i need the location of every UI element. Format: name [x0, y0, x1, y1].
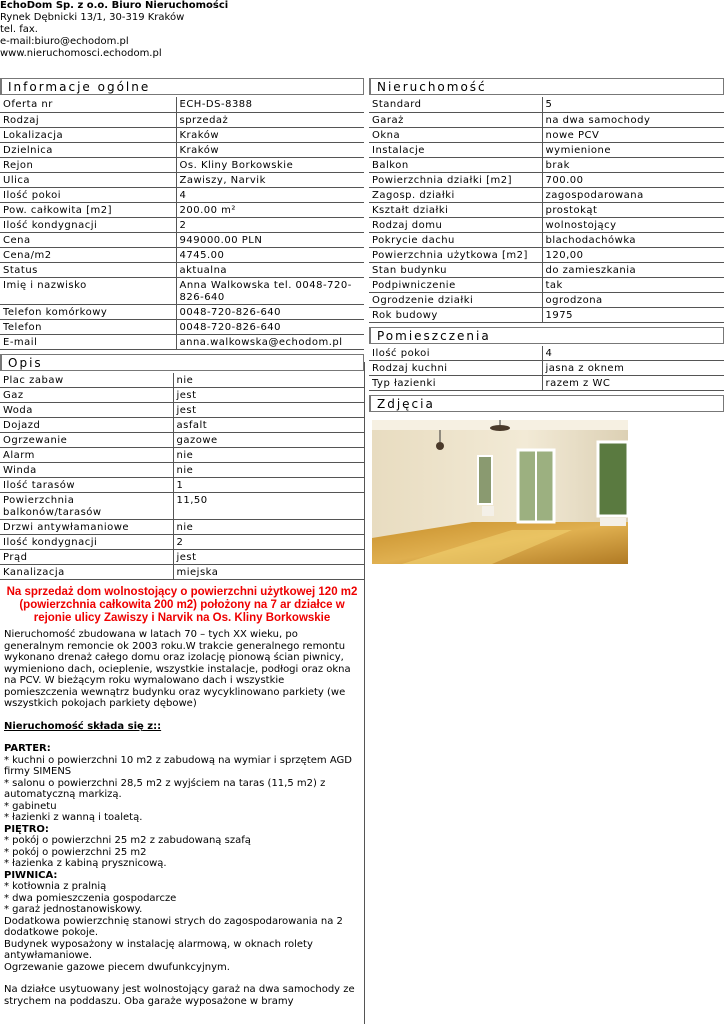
opis-row-value: nie [173, 373, 364, 388]
agency-header [0, 0, 228, 60]
opis-row [0, 520, 364, 535]
opis-row [0, 463, 364, 478]
parter-list [4, 755, 360, 824]
general-row-value: Kraków [176, 127, 364, 142]
pietro-item: * łazienka z kabiną prysznicową. [4, 858, 167, 869]
piwnica-item: Dodatkowa powierzchnię stanowi strych do zagospodarowania na 2 dodatkowe pokoje. [4, 915, 343, 938]
property-row-label: Rok budowy [369, 307, 542, 322]
company-address: Rynek Dębnicki 13/1, 30-319 Kraków [0, 12, 185, 23]
property-row [369, 97, 724, 112]
general-row-value: 200.00 m² [176, 202, 364, 217]
property-row [369, 262, 724, 277]
opis-row [0, 388, 364, 403]
general-row [0, 157, 364, 172]
opis-row-label: Winda [0, 463, 173, 478]
opis-row [0, 373, 364, 388]
general-row [0, 187, 364, 202]
property-row-label: Powierzchnia użytkowa [m2] [369, 247, 542, 262]
opis-row [0, 550, 364, 565]
left-column [0, 78, 364, 1018]
general-row-label: Telefon [0, 319, 176, 334]
general-row-value: Os. Kliny Borkowskie [176, 157, 364, 172]
general-row-value: sprzedaż [176, 112, 364, 127]
general-row-label: Imię i nazwisko [0, 277, 176, 304]
piwnica-list [4, 881, 360, 973]
general-row [0, 304, 364, 319]
opis-row-label: Woda [0, 403, 173, 418]
pietro-heading: PIĘTRO: [4, 823, 49, 835]
property-row-label: Kształt działki [369, 202, 542, 217]
property-row-value: 700.00 [542, 172, 724, 187]
property-row [369, 232, 724, 247]
section-title-general: Informacje ogólne [0, 78, 364, 95]
opis-row-value: miejska [173, 565, 364, 580]
property-row-value: blachodachówka [542, 232, 724, 247]
property-row [369, 247, 724, 262]
opis-row-label: Dojazd [0, 418, 173, 433]
general-row [0, 112, 364, 127]
property-row [369, 202, 724, 217]
property-row [369, 127, 724, 142]
opis-row-label: Gaz [0, 388, 173, 403]
general-row-value: ECH-DS-8388 [176, 97, 364, 112]
property-row-label: Powierzchnia działki [m2] [369, 172, 542, 187]
property-row-value: nowe PCV [542, 127, 724, 142]
property-row-label: Instalacje [369, 142, 542, 157]
opis-row-label: Ilość kondygnacji [0, 535, 173, 550]
property-row-value: 1975 [542, 307, 724, 322]
garage-paragraph: Na działce usytuowany jest wolnostojący garaż na dwa samochody ze strychem na poddaszu. Oba garaże wyposażone w bramy [4, 984, 355, 1007]
general-row [0, 277, 364, 304]
company-phone: tel. fax. [0, 24, 38, 35]
property-row-value: brak [542, 157, 724, 172]
opis-row [0, 565, 364, 580]
section-title-property: Nieruchomość [369, 78, 724, 95]
description-intro: Nieruchomość zbudowana w latach 70 – tych XX wieku, po generalnym remoncie ok 2003 roku.W trakcie generalnego remontu wykonano drenaż całego domu oraz izolację pionową ścian piwnicy, wymieniono dach, ocieplenie, wszystkie instalacje, podłogi oraz okna na PCV. W bieżącym roku wymalowano dach i wszystkie pomieszczenia wewnątrz budynku oraz wycyklinowano parkiety (we wszystkich pokojach parkiety dębowe) [4, 629, 351, 709]
property-row [369, 157, 724, 172]
general-row-value: Kraków [176, 142, 364, 157]
opis-row-value: nie [173, 448, 364, 463]
parter-item: * salonu o powierzchni 28,5 m2 z wyjściem na taras (11,5 m2) z automatyczną markizą. [4, 777, 326, 800]
rooms-row-value: 4 [542, 346, 724, 361]
property-row [369, 217, 724, 232]
opis-row-label: Ilość tarasów [0, 478, 173, 493]
general-row-label: E-mail [0, 334, 176, 349]
offer-headline: Na sprzedaż dom wolnostojący o powierzchni użytkowej 120 m2 (powierzchnia całkowita 200 m2) położony na 7 ar działce w rejonie ulicy Zawiszy i Narvik na Os. Kliny Borkowskie [6, 586, 358, 624]
property-row [369, 187, 724, 202]
opis-row [0, 535, 364, 550]
company-name: EchoDom Sp. z o.o. Biuro Nieruchomości [0, 0, 229, 11]
rooms-row-label: Rodzaj kuchni [369, 361, 542, 376]
property-row-label: Podpiwniczenie [369, 277, 542, 292]
general-row-label: Ulica [0, 172, 176, 187]
opis-row-label: Prąd [0, 550, 173, 565]
property-row-value: prostokąt [542, 202, 724, 217]
general-row-label: Pow. całkowita [m2] [0, 202, 176, 217]
section-title-rooms: Pomieszczenia [369, 327, 724, 344]
general-row-value: 0048-720-826-640 [176, 304, 364, 319]
general-row-value[interactable]: anna.walkowska@echodom.pl [176, 334, 364, 349]
opis-row-value: nie [173, 463, 364, 478]
property-row-value: ogrodzona [542, 292, 724, 307]
general-info-table [0, 97, 364, 350]
opis-row-label: Ogrzewanie [0, 433, 173, 448]
property-row [369, 172, 724, 187]
property-row [369, 112, 724, 127]
opis-row-label: Kanalizacja [0, 565, 173, 580]
general-row [0, 334, 364, 349]
property-row-label: Balkon [369, 157, 542, 172]
opis-row-value: asfalt [173, 418, 364, 433]
opis-row-value: gazowe [173, 433, 364, 448]
piwnica-item: Budynek wyposażony w instalację alarmową, w oknach rolety antywłamaniowe. [4, 938, 313, 961]
general-row [0, 232, 364, 247]
general-row [0, 247, 364, 262]
property-table [369, 97, 724, 323]
general-row-label: Cena/m2 [0, 247, 176, 262]
property-row-label: Zagosp. działki [369, 187, 542, 202]
column-divider [364, 362, 365, 1024]
general-row-label: Rodzaj [0, 112, 176, 127]
parter-heading: PARTER: [4, 743, 51, 754]
parter-item: * łazienki z wanną i toaletą. [4, 812, 143, 823]
opis-row [0, 493, 364, 520]
general-row [0, 97, 364, 112]
general-row-value: Anna Walkowska tel. 0048-720-826-640 [176, 277, 364, 304]
property-row-value: zagospodarowana [542, 187, 724, 202]
general-row-value: 949000.00 PLN [176, 232, 364, 247]
parter-item: * kuchni o powierzchni 10 m2 z zabudową na wymiar i sprzętem AGD firmy SIMENS [4, 754, 352, 777]
rooms-row-label: Typ łazienki [369, 376, 542, 391]
property-row [369, 292, 724, 307]
general-row-value: aktualna [176, 262, 364, 277]
opis-row-value: 11,50 [173, 493, 364, 520]
general-row-label: Ilość kondygnacji [0, 217, 176, 232]
opis-table [0, 373, 364, 581]
property-row [369, 142, 724, 157]
opis-row-value: jest [173, 550, 364, 565]
property-row-label: Standard [369, 97, 542, 112]
general-row [0, 202, 364, 217]
opis-row-value: nie [173, 520, 364, 535]
general-row-value: 0048-720-826-640 [176, 319, 364, 334]
rooms-row [369, 346, 724, 361]
property-row-label: Ogrodzenie działki [369, 292, 542, 307]
pietro-item: * pokój o powierzchni 25 m2 [4, 846, 147, 858]
general-row-label: Rejon [0, 157, 176, 172]
property-row-label: Rodzaj domu [369, 217, 542, 232]
composition-heading: Nieruchomość składa się z:: [4, 720, 162, 732]
opis-row [0, 418, 364, 433]
property-row-value: 120,00 [542, 247, 724, 262]
piwnica-item: Ogrzewanie gazowe piecem dwufunkcyjnym. [4, 961, 230, 973]
general-row-label: Telefon komórkowy [0, 304, 176, 319]
property-row-value: do zamieszkania [542, 262, 724, 277]
property-row-label: Garaż [369, 112, 542, 127]
property-photo[interactable] [372, 420, 628, 564]
property-row-label: Okna [369, 127, 542, 142]
section-title-opis: Opis [0, 354, 364, 371]
piwnica-item: * garaż jednostanowiskowy. [4, 904, 143, 915]
general-row [0, 319, 364, 334]
piwnica-heading: PIWNICA: [4, 869, 58, 881]
general-row-value: 4745.00 [176, 247, 364, 262]
opis-row [0, 403, 364, 418]
general-row-label: Ilość pokoi [0, 187, 176, 202]
parter-item: * gabinetu [4, 800, 57, 812]
general-row-value: Zawiszy, Narvik [176, 172, 364, 187]
company-website[interactable]: www.nieruchomosci.echodom.pl [0, 48, 162, 59]
general-row [0, 142, 364, 157]
company-email[interactable]: e-mail:biuro@echodom.pl [0, 36, 129, 47]
opis-row-label: Drzwi antywłamaniowe [0, 520, 173, 535]
rooms-table [369, 346, 724, 392]
opis-row [0, 433, 364, 448]
property-row-value: wolnostojący [542, 217, 724, 232]
general-row [0, 262, 364, 277]
opis-row-label: Alarm [0, 448, 173, 463]
opis-row-label: Powierzchnia balkonów/tarasów [0, 493, 173, 520]
property-row-value: tak [542, 277, 724, 292]
pietro-item: * pokój o powierzchni 25 m2 z zabudowaną szafą [4, 835, 251, 846]
property-row [369, 277, 724, 292]
opis-row-value: 1 [173, 478, 364, 493]
property-row-label: Pokrycie dachu [369, 232, 542, 247]
general-row [0, 172, 364, 187]
property-row-value: 5 [542, 97, 724, 112]
opis-row [0, 478, 364, 493]
opis-row-value: jest [173, 403, 364, 418]
general-row [0, 217, 364, 232]
general-row-label: Oferta nr [0, 97, 176, 112]
general-row-label: Cena [0, 232, 176, 247]
piwnica-item: * dwa pomieszczenia gospodarcze [4, 892, 177, 904]
general-row [0, 127, 364, 142]
opis-row-value: 2 [173, 535, 364, 550]
right-column [369, 78, 724, 564]
opis-row-value: jest [173, 388, 364, 403]
property-row-value: na dwa samochody [542, 112, 724, 127]
pietro-list [4, 835, 360, 870]
property-row-label: Stan budynku [369, 262, 542, 277]
offer-description [0, 629, 364, 1007]
rooms-row [369, 376, 724, 391]
general-row-label: Status [0, 262, 176, 277]
general-row-value: 4 [176, 187, 364, 202]
piwnica-item: * kotłownia z pralnią [4, 881, 107, 892]
rooms-row-value: razem z WC [542, 376, 724, 391]
general-row-label: Lokalizacja [0, 127, 176, 142]
opis-row [0, 448, 364, 463]
rooms-row-value: jasna z oknem [542, 361, 724, 376]
property-row-value: wymienione [542, 142, 724, 157]
rooms-row-label: Ilość pokoi [369, 346, 542, 361]
room-photo-image [372, 420, 628, 564]
opis-row-label: Plac zabaw [0, 373, 173, 388]
section-title-photos: Zdjęcia [369, 395, 724, 412]
rooms-row [369, 361, 724, 376]
property-row [369, 307, 724, 322]
general-row-value: 2 [176, 217, 364, 232]
general-row-label: Dzielnica [0, 142, 176, 157]
